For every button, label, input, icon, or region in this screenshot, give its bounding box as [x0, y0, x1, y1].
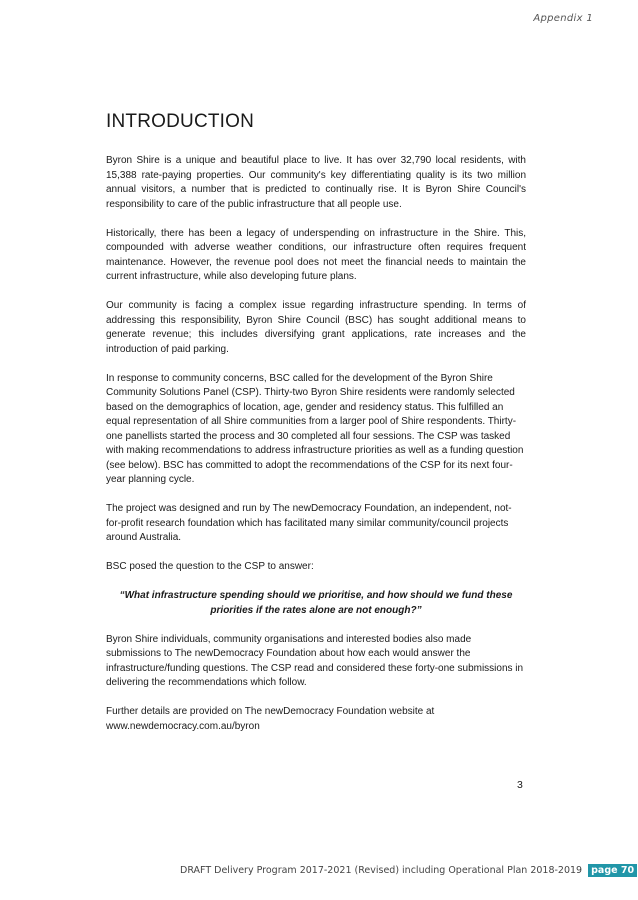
- appendix-label: Appendix 1: [533, 13, 593, 24]
- footer-page-badge: page 70: [588, 864, 637, 877]
- paragraph-history: Historically, there has been a legacy of underspending on infrastructure in the Shire. This, compounded with adverse weather conditions, our infrastructure often requires frequent maintenance. However, the revenue pool does not meet the financial needs to maintain the current infrastructure, while also developing future plans.: [106, 227, 526, 282]
- paragraph-project-design: The project was designed and run by The newDemocracy Foundation, an independent, not-for-profit research foundation which has facilitated many similar community/council projects around Australia.: [106, 503, 512, 543]
- page-number: 3: [517, 779, 523, 791]
- paragraph-community-issue: Our community is facing a complex issue regarding infrastructure spending. In terms of addressing this responsibility, Byron Shire Council (BSC) has sought additional means to generate revenue; this includes diversifying grant applications, rate increases and the introduction of paid parking.: [106, 300, 526, 355]
- page-title: INTRODUCTION: [106, 111, 255, 132]
- paragraph-intro: Byron Shire is a unique and beautiful place to live. It has over 32,790 local residents, with 15,388 rate-paying properties. Our community's key differentiating quality is its two million annual visitors, a number that is predicted to continually rise. It is Byron Shire Council's responsibility to care of the public infrastructure that all people use.: [106, 155, 526, 210]
- footer: [180, 864, 637, 877]
- paragraph-submissions: Byron Shire individuals, community organisations and interested bodies also made submissions to The newDemocracy Foundation about how each would answer the infrastructure/funding questions. The CSP read and considered these forty-one submissions in delivering the recommendations which follow.: [106, 633, 524, 688]
- document-body: [106, 154, 526, 749]
- footer-text: DRAFT Delivery Program 2017-2021 (Revised) including Operational Plan 2018-2019: [180, 865, 583, 876]
- panel-question: “What infrastructure spending should we prioritise, and how should we fund these priorities if the rates alone are not enough?”: [119, 590, 513, 616]
- paragraph-question-intro: BSC posed the question to the CSP to answer:: [106, 561, 314, 572]
- paragraph-csp-response: In response to community concerns, BSC called for the development of the Byron Shire Community Solutions Panel (CSP). Thirty-two Byron Shire residents were randomly selected based on the demographics of location, age, gender and residency status. This fulfilled an equal representation of all Shire communities from a larger pool of Shire respondents. Thirty-one panellists started the process and 30 completed all four sessions. The CSP was tasked with making recommendations to address infrastructure priorities as well as a funding question (see below). BSC has committed to adopt the recommendations of the CSP for its next four-year planning cycle.: [106, 372, 524, 485]
- paragraph-further-details: Further details are provided on The newDemocracy Foundation website at www.newdemocracy.com.au/byron: [106, 706, 435, 732]
